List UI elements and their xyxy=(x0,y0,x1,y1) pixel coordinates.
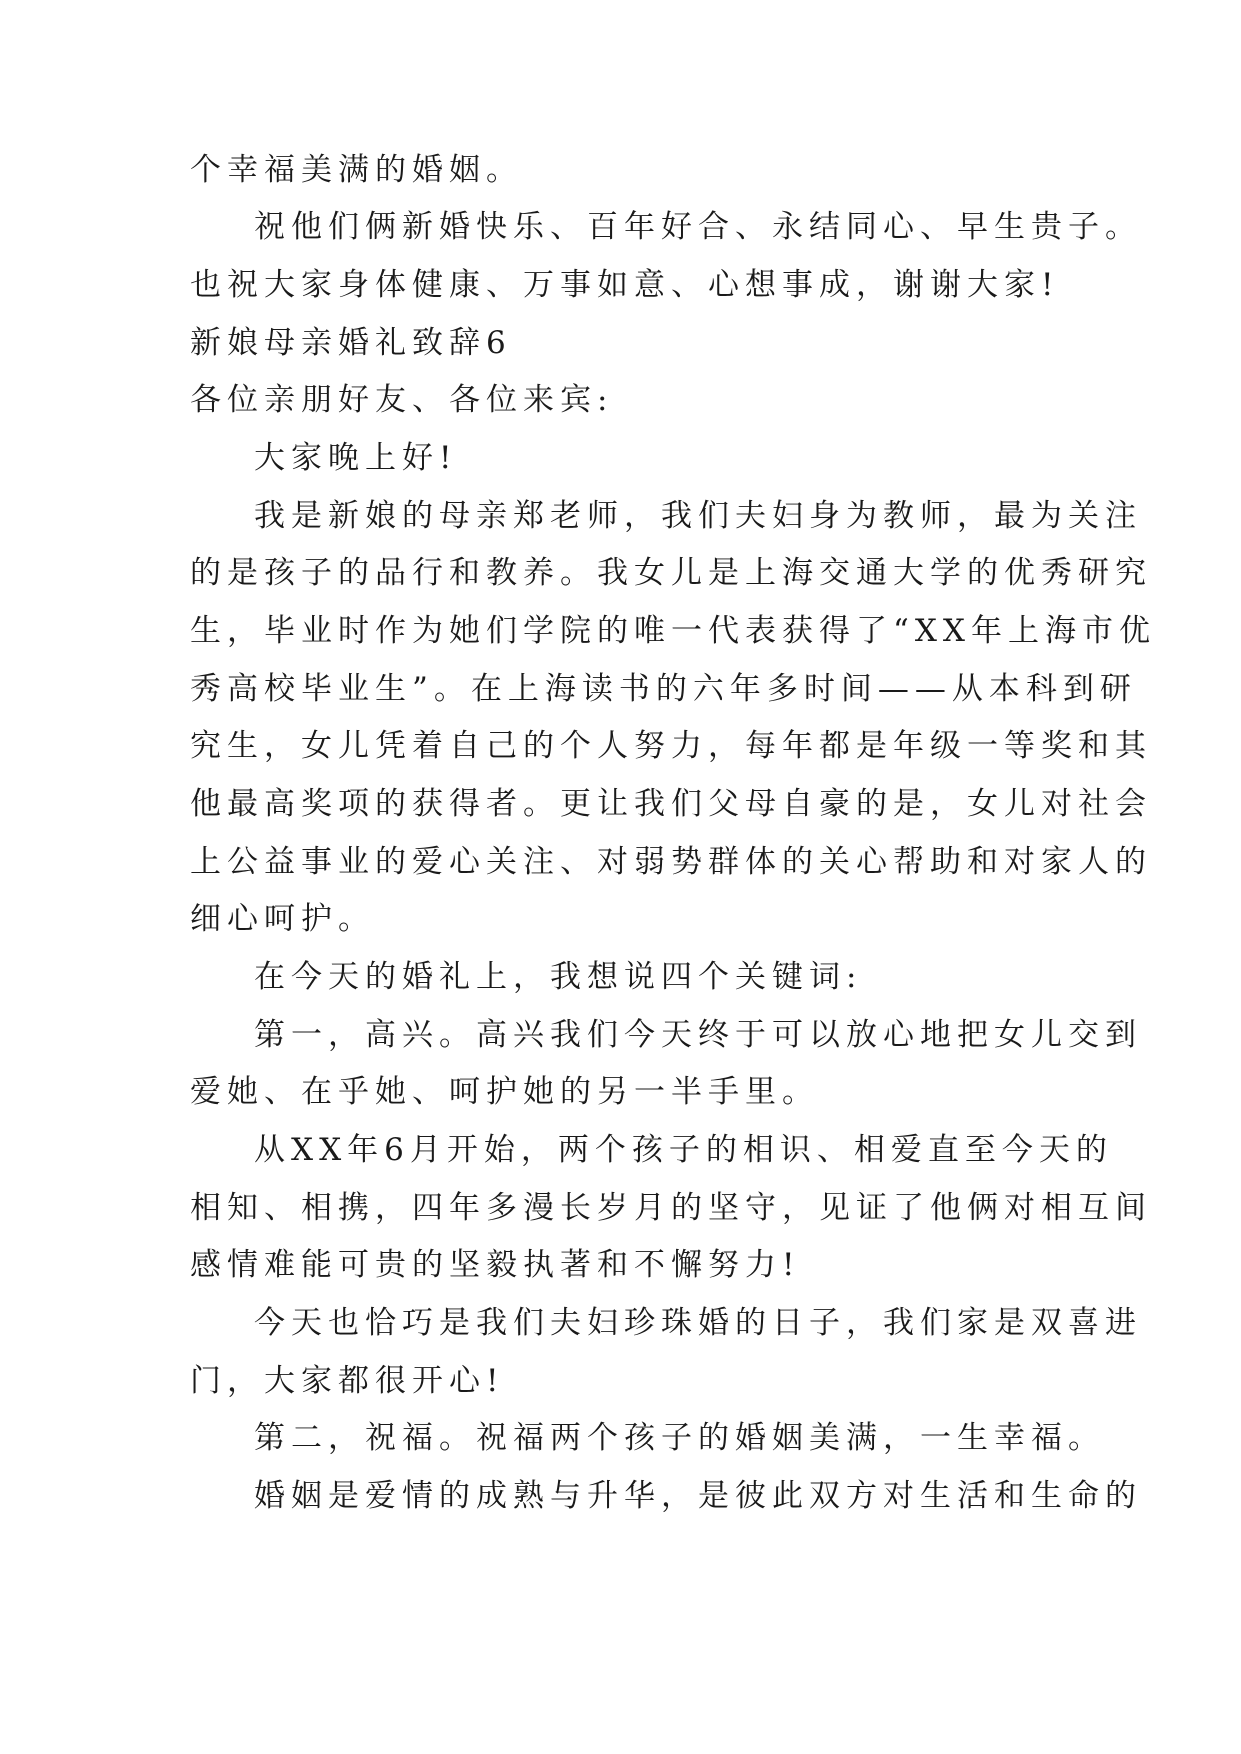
section-heading: 新娘母亲婚礼致辞6 xyxy=(190,325,512,361)
paragraph-line: 我是新娘的母亲郑老师，我们夫妇身为教师，最为关注 xyxy=(254,498,1142,534)
paragraph-line: 从XX年6月开始，两个孩子的相识、相爱直至今天的 xyxy=(254,1132,1113,1168)
paragraph-line: 个幸福美满的婚姻。 xyxy=(190,152,523,188)
greeting-line: 大家晚上好! xyxy=(254,440,458,476)
paragraph-line: 上公益事业的爱心关注、对弱势群体的关心帮助和对家人的 xyxy=(190,844,1152,880)
paragraph-line: 细心呵护。 xyxy=(190,901,375,937)
paragraph-line: 爱她、在乎她、呵护她的另一半手里。 xyxy=(190,1074,819,1110)
paragraph-line: 今天也恰巧是我们夫妇珍珠婚的日子，我们家是双喜进 xyxy=(254,1305,1142,1341)
paragraph-line: 感情难能可贵的坚毅执著和不懈努力! xyxy=(190,1247,801,1283)
salutation-line: 各位亲朋好友、各位来宾: xyxy=(190,382,614,418)
paragraph-line: 生，毕业时作为她们学院的唯一代表获得了“XX年上海市优 xyxy=(190,613,1156,649)
paragraph-line: 门，大家都很开心! xyxy=(190,1363,505,1399)
paragraph-line: 的是孩子的品行和教养。我女儿是上海交通大学的优秀研究 xyxy=(190,555,1152,591)
paragraph-line: 相知、相携，四年多漫长岁月的坚守，见证了他俩对相互间 xyxy=(190,1190,1152,1226)
paragraph-line: 他最高奖项的获得者。更让我们父母自豪的是，女儿对社会 xyxy=(190,786,1152,822)
paragraph-line: 婚姻是爱情的成熟与升华，是彼此双方对生活和生命的 xyxy=(254,1478,1142,1514)
paragraph-line: 也祝大家身体健康、万事如意、心想事成，谢谢大家! xyxy=(190,267,1060,303)
paragraph-line: 在今天的婚礼上，我想说四个关键词: xyxy=(254,959,863,995)
paragraph-line: 祝他们俩新婚快乐、百年好合、永结同心、早生贵子。 xyxy=(254,209,1142,245)
paragraph-line: 究生，女儿凭着自己的个人努力，每年都是年级一等奖和其 xyxy=(190,728,1152,764)
paragraph-line: 第一，高兴。高兴我们今天终于可以放心地把女儿交到 xyxy=(254,1017,1142,1053)
paragraph-line: 秀高校毕业生”。在上海读书的六年多时间——从本科到研 xyxy=(190,671,1137,707)
paragraph-line: 第二，祝福。祝福两个孩子的婚姻美满，一生幸福。 xyxy=(254,1420,1105,1456)
